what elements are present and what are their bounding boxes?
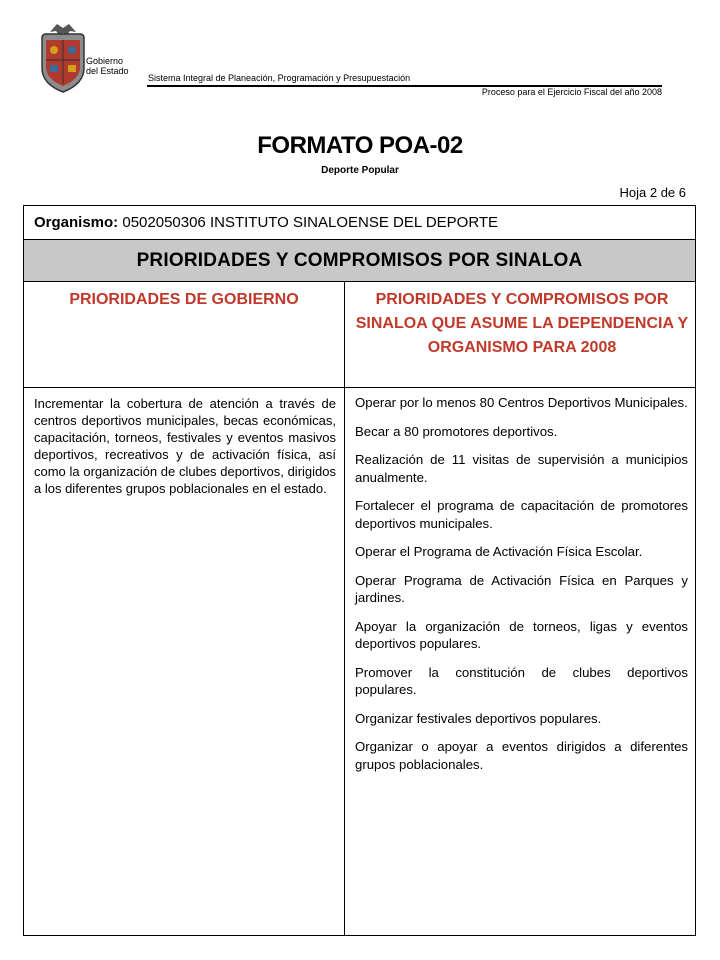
poa-form-table (23, 205, 696, 936)
commitment-item: Operar Programa de Activación Física en Parques y jardines. (355, 572, 688, 605)
commitment-item: Realización de 11 visitas de supervisión a municipios anualmente. (355, 452, 688, 485)
section-title: PRIORIDADES Y COMPROMISOS POR SINALOA (24, 240, 695, 282)
commitment-item: Operar el Programa de Activación Física Escolar. (355, 544, 643, 559)
organism-row (24, 206, 695, 240)
page-title: FORMATO POA-02 (257, 132, 463, 159)
fiscal-process: Proceso para el Ejercicio Fiscal del año 2008 (481, 87, 662, 97)
commitment-item: Organizar o apoyar a eventos dirigidos a diferentes grupos poblacionales. (355, 739, 688, 772)
sheet-number: Hoja 2 de 6 (619, 185, 686, 200)
page-subtitle: Deporte Popular (321, 165, 399, 176)
government-label: Gobierno del Estado (86, 56, 129, 76)
commitment-item: Operar por lo menos 80 Centros Deportivos Municipales. (355, 395, 688, 410)
organism-label: Organismo: (34, 214, 119, 231)
commitment-item: Promover la constitución de clubes deportivos populares. (355, 664, 688, 697)
state-coat-of-arms-icon (34, 18, 92, 96)
column-headers (24, 282, 695, 388)
commitment-item: Organizar festivales deportivos populares. (355, 710, 602, 726)
government-priorities-header: PRIORIDADES DE GOBIERNO (24, 282, 345, 387)
commitment-item: Becar a 80 promotores deportivos. (355, 423, 558, 439)
organism-value: 0502050306 INSTITUTO SINALOENSE DEL DEPORTE (118, 214, 499, 231)
commitments-list (345, 388, 695, 935)
commitment-item: Apoyar la organización de torneos, ligas y eventos deportivos populares. (355, 618, 688, 651)
government-priority-text: Incrementar la cobertura de atención a través de centros deportivos municipales, becas económicas, capacitación, torneos, festivales y eventos masivos deportivos, recreativos y de activación física, así como la organización de clubes deportivos, dirigidos a los diferentes grupos poblacionales en el estado. (24, 388, 345, 935)
commitments-header: PRIORIDADES Y COMPROMISOS POR SINALOA QUE ASUME LA DEPENDENCIA Y ORGANISMO PARA 2008 (355, 291, 689, 356)
content-row (24, 388, 695, 935)
commitment-item: Fortalecer el programa de capacitación de promotores deportivos municipales. (355, 498, 688, 531)
system-name: Sistema Integral de Planeación, Programación y Presupuestación (148, 73, 411, 83)
